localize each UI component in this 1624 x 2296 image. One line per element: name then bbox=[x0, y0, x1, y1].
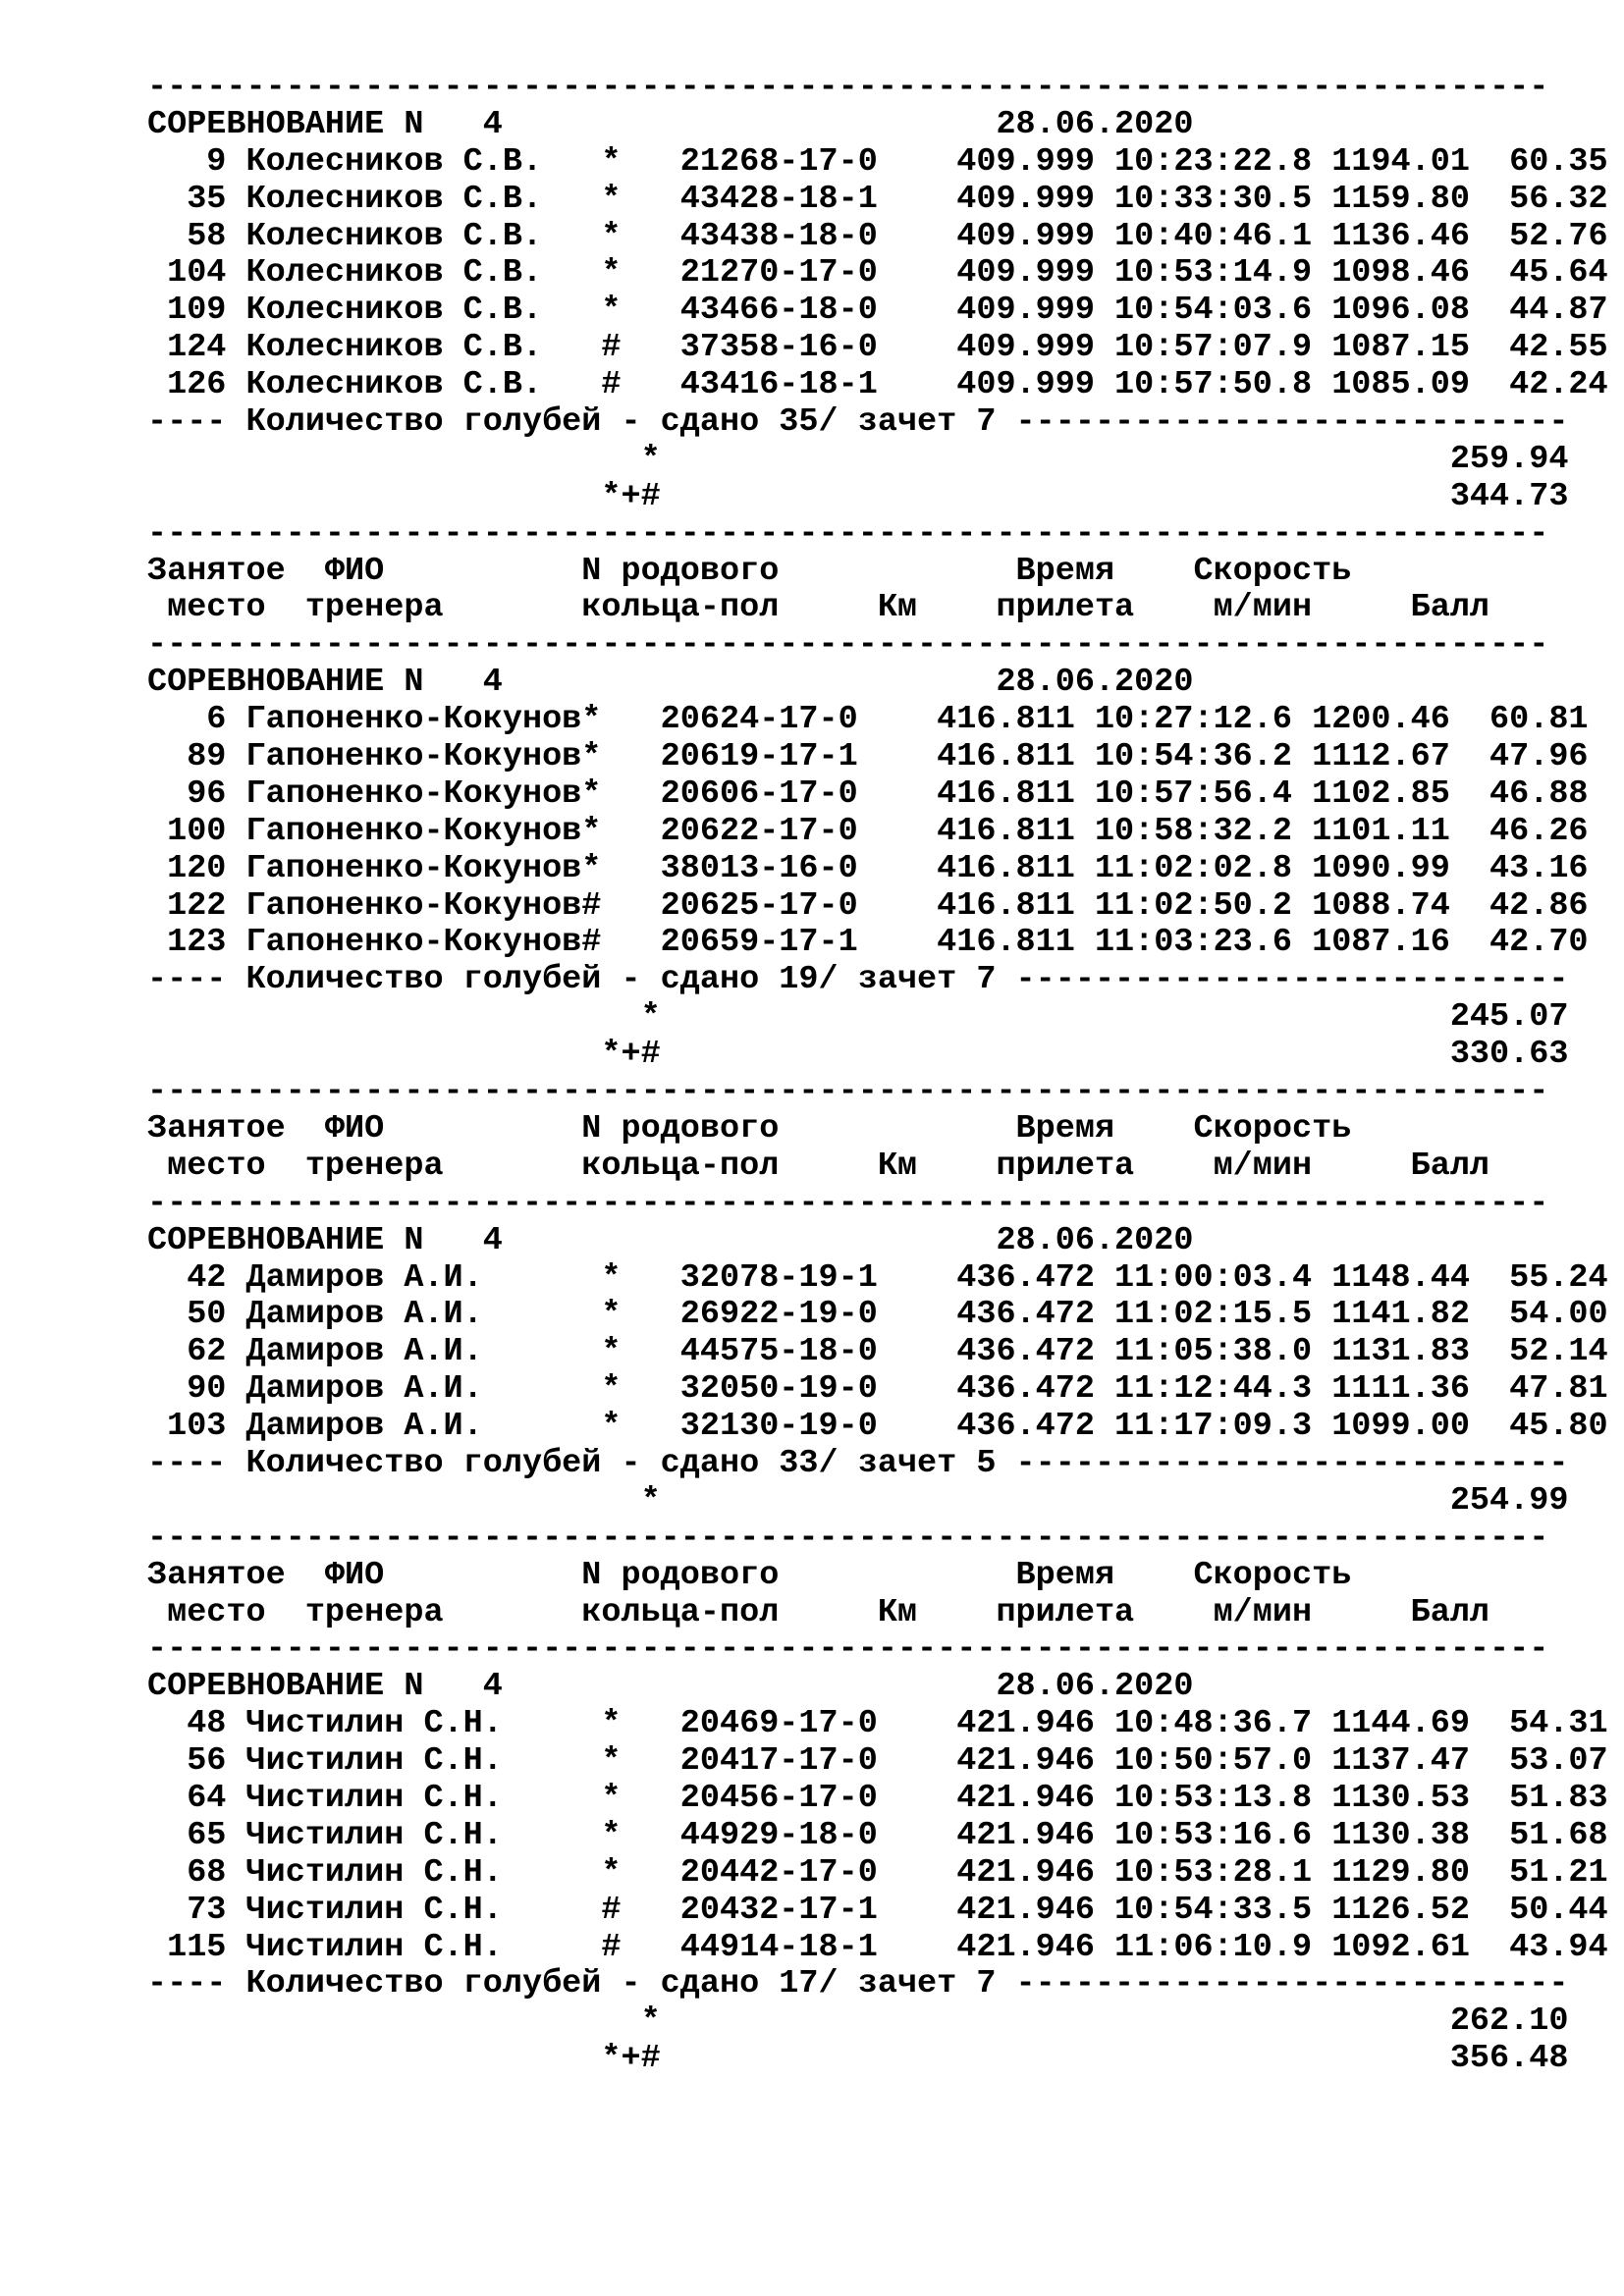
separator-line: ----------------------------------------------------------------------- bbox=[147, 69, 1549, 106]
column-header: Занятое ФИО N родового Время Скорость bbox=[147, 552, 1352, 590]
competition-header: СОРЕВНОВАНИЕ N 4 28.06.2020 bbox=[147, 664, 1194, 702]
total-line: *+# 356.48 bbox=[147, 2040, 1569, 2078]
total-line: * 254.99 bbox=[147, 1481, 1569, 1520]
result-row: 100 Гапоненко-Кокунов* 20622-17-0 416.811 10:58:32.2 1101.11 46.26 bbox=[147, 812, 1589, 850]
result-row: 120 Гапоненко-Кокунов* 38013-16-0 416.811 11:02:02.8 1090.99 43.16 bbox=[147, 849, 1589, 887]
summary-line: ---- Количество голубей - сдано 17/ зачет 7 ---------------------------- bbox=[147, 1965, 1569, 2003]
column-header: место тренера кольца-пол Км прилета м/мин Балл bbox=[147, 589, 1490, 627]
summary-line: ---- Количество голубей - сдано 19/ зачет 7 ---------------------------- bbox=[147, 961, 1569, 999]
separator-line: ----------------------------------------------------------------------- bbox=[147, 514, 1549, 553]
total-line: * 245.07 bbox=[147, 998, 1569, 1037]
competition-header: СОРЕВНОВАНИЕ N 4 28.06.2020 bbox=[147, 105, 1194, 143]
result-row: 6 Гапоненко-Кокунов* 20624-17-0 416.811 10:27:12.6 1200.46 60.81 bbox=[147, 701, 1589, 739]
total-line: *+# 344.73 bbox=[147, 477, 1569, 515]
competition-header: СОРЕВНОВАНИЕ N 4 28.06.2020 bbox=[147, 1221, 1194, 1259]
results-printout bbox=[147, 70, 1608, 2078]
separator-line: ----------------------------------------------------------------------- bbox=[147, 1630, 1549, 1669]
result-row: 42 Дамиров А.И. * 32078-19-1 436.472 11:00:03.4 1148.44 55.24 bbox=[147, 1258, 1608, 1297]
column-header: место тренера кольца-пол Км прилета м/мин Балл bbox=[147, 1593, 1490, 1631]
result-row: 123 Гапоненко-Кокунов# 20659-17-1 416.811 11:03:23.6 1087.16 42.70 bbox=[147, 924, 1589, 962]
result-row: 50 Дамиров А.И. * 26922-19-0 436.472 11:02:15.5 1141.82 54.00 bbox=[147, 1296, 1608, 1334]
total-line: *+# 330.63 bbox=[147, 1036, 1569, 1074]
result-row: 124 Колесников С.В. # 37358-16-0 409.999 10:57:07.9 1087.15 42.55 bbox=[147, 329, 1608, 367]
separator-line: ----------------------------------------------------------------------- bbox=[147, 1519, 1549, 1557]
result-row: 64 Чистилин С.Н. * 20456-17-0 421.946 10:53:13.8 1130.53 51.83 bbox=[147, 1779, 1608, 1817]
result-row: 115 Чистилин С.Н. # 44914-18-1 421.946 11:06:10.9 1092.61 43.94 bbox=[147, 1928, 1608, 1966]
result-row: 48 Чистилин С.Н. * 20469-17-0 421.946 10:48:36.7 1144.69 54.31 bbox=[147, 1705, 1608, 1743]
result-row: 89 Гапоненко-Кокунов* 20619-17-1 416.811 10:54:36.2 1112.67 47.96 bbox=[147, 738, 1589, 776]
separator-line: ----------------------------------------------------------------------- bbox=[147, 626, 1549, 665]
result-row: 56 Чистилин С.Н. * 20417-17-0 421.946 10:50:57.0 1137.47 53.07 bbox=[147, 1742, 1608, 1781]
result-row: 90 Дамиров А.И. * 32050-19-0 436.472 11:12:44.3 1111.36 47.81 bbox=[147, 1370, 1608, 1409]
result-row: 109 Колесников С.В. * 43466-18-0 409.999 10:54:03.6 1096.08 44.87 bbox=[147, 292, 1608, 330]
total-line: * 262.10 bbox=[147, 2002, 1569, 2041]
result-row: 126 Колесников С.В. # 43416-18-1 409.999 10:57:50.8 1085.09 42.24 bbox=[147, 366, 1608, 404]
column-header: место тренера кольца-пол Км прилета м/мин Балл bbox=[147, 1147, 1490, 1185]
result-row: 122 Гапоненко-Кокунов# 20625-17-0 416.811 11:02:50.2 1088.74 42.86 bbox=[147, 886, 1589, 925]
result-row: 35 Колесников С.В. * 43428-18-1 409.999 10:33:30.5 1159.80 56.32 bbox=[147, 180, 1608, 218]
separator-line: ----------------------------------------------------------------------- bbox=[147, 1073, 1549, 1111]
total-line: * 259.94 bbox=[147, 440, 1569, 478]
result-row: 62 Дамиров А.И. * 44575-18-0 436.472 11:05:38.0 1131.83 52.14 bbox=[147, 1333, 1608, 1371]
column-header: Занятое ФИО N родового Время Скорость bbox=[147, 1109, 1352, 1148]
result-row: 58 Колесников С.В. * 43438-18-0 409.999 10:40:46.1 1136.46 52.76 bbox=[147, 217, 1608, 255]
summary-line: ---- Количество голубей - сдано 35/ зачет 7 ---------------------------- bbox=[147, 403, 1569, 442]
separator-line: ----------------------------------------------------------------------- bbox=[147, 1184, 1549, 1222]
result-row: 96 Гапоненко-Кокунов* 20606-17-0 416.811 10:57:56.4 1102.85 46.88 bbox=[147, 774, 1589, 813]
competition-header: СОРЕВНОВАНИЕ N 4 28.06.2020 bbox=[147, 1668, 1194, 1706]
result-row: 73 Чистилин С.Н. # 20432-17-1 421.946 10:54:33.5 1126.52 50.44 bbox=[147, 1891, 1608, 1929]
result-row: 68 Чистилин С.Н. * 20442-17-0 421.946 10:53:28.1 1129.80 51.21 bbox=[147, 1853, 1608, 1892]
result-row: 9 Колесников С.В. * 21268-17-0 409.999 10:23:22.8 1194.01 60.35 bbox=[147, 142, 1608, 181]
result-row: 65 Чистилин С.Н. * 44929-18-0 421.946 10:53:16.6 1130.38 51.68 bbox=[147, 1816, 1608, 1854]
result-row: 104 Колесников С.В. * 21270-17-0 409.999 10:53:14.9 1098.46 45.64 bbox=[147, 254, 1608, 293]
column-header: Занятое ФИО N родового Время Скорость bbox=[147, 1556, 1352, 1594]
result-row: 103 Дамиров А.И. * 32130-19-0 436.472 11:17:09.3 1099.00 45.80 bbox=[147, 1408, 1608, 1446]
summary-line: ---- Количество голубей - сдано 33/ зачет 5 ---------------------------- bbox=[147, 1444, 1569, 1482]
